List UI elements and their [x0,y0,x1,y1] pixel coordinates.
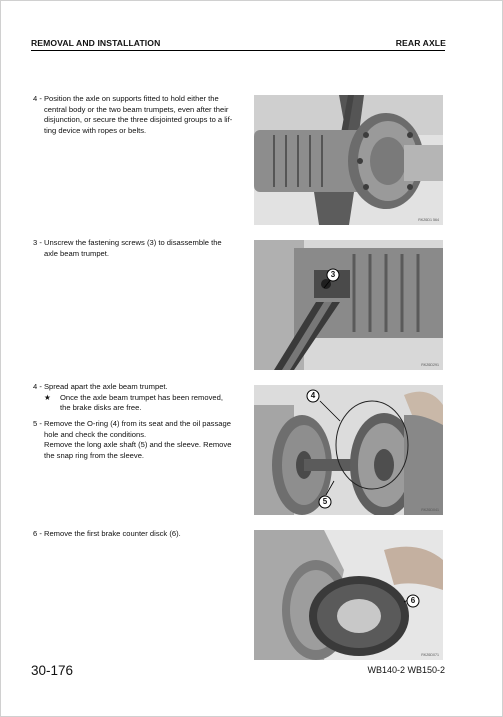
step-line: 4 - Position the axle on supports fitted to hold either the [33,94,219,103]
step-line: 5 - Remove the O-ring (4) from its seat and the oil passage [33,419,231,428]
step-line: 6 - Remove the first brake counter disck (6). [33,529,181,538]
step-line: disjunction, or secure the three disjointed groups to a lif- [44,115,233,125]
callout-label-4: 4 [310,391,316,400]
note-line: Once the axle beam trumpet has been removed, [60,392,223,402]
photo-caption: RKZ6D071 [421,653,439,657]
step-line: ting device with ropes or belts. [44,125,147,135]
header-rule [31,50,445,51]
step-line: axle beam trumpet. [44,248,109,258]
note [33,393,243,414]
photo-axle-on-supports [254,95,443,225]
chapter-title: REAR AXLE [395,38,446,48]
photo-caption: RKZ6D1 564 [418,218,439,222]
step-remove-counter-disk [33,529,243,540]
brake-assembly-illustration [254,385,443,515]
model-label: WB140-2 WB150-2 [367,665,445,675]
photo-fastening-screws [254,240,443,370]
step-line: 3 - Unscrew the fastening screws (3) to disassemble the [33,238,222,247]
callout-label-3: 3 [330,270,336,279]
step-line: central body or the two beam trumpets, even after their [44,104,229,114]
step-line: Remove the long axle shaft (5) and the sleeve. Remove [44,440,232,450]
axle-trumpet-illustration [254,240,443,370]
step-position-axle [33,94,243,136]
section-title: REMOVAL AND INSTALLATION [31,38,161,48]
step-unscrew-screws [33,238,243,259]
step-line: hole and check the conditions. [44,429,147,439]
step-remove-oring [33,419,243,461]
callout-label-6: 6 [410,596,416,605]
step-line: 4 - Spread apart the axle beam trumpet. [33,382,168,391]
page-number: 30-176 [31,663,74,678]
photo-oring-axle-shaft [254,385,443,515]
star-icon: ★ [44,392,51,402]
step-line: the snap ring from the sleeve. [44,450,145,460]
step-spread-trumpet [33,382,243,414]
note-line: the brake disks are free. [60,403,142,413]
photo-brake-counter-disk [254,530,443,660]
photo-caption: RKZ6D041 [421,508,439,512]
callout-label-5: 5 [322,497,328,506]
photo-caption: RKZ6D291 [421,363,439,367]
axle-illustration [254,95,443,225]
